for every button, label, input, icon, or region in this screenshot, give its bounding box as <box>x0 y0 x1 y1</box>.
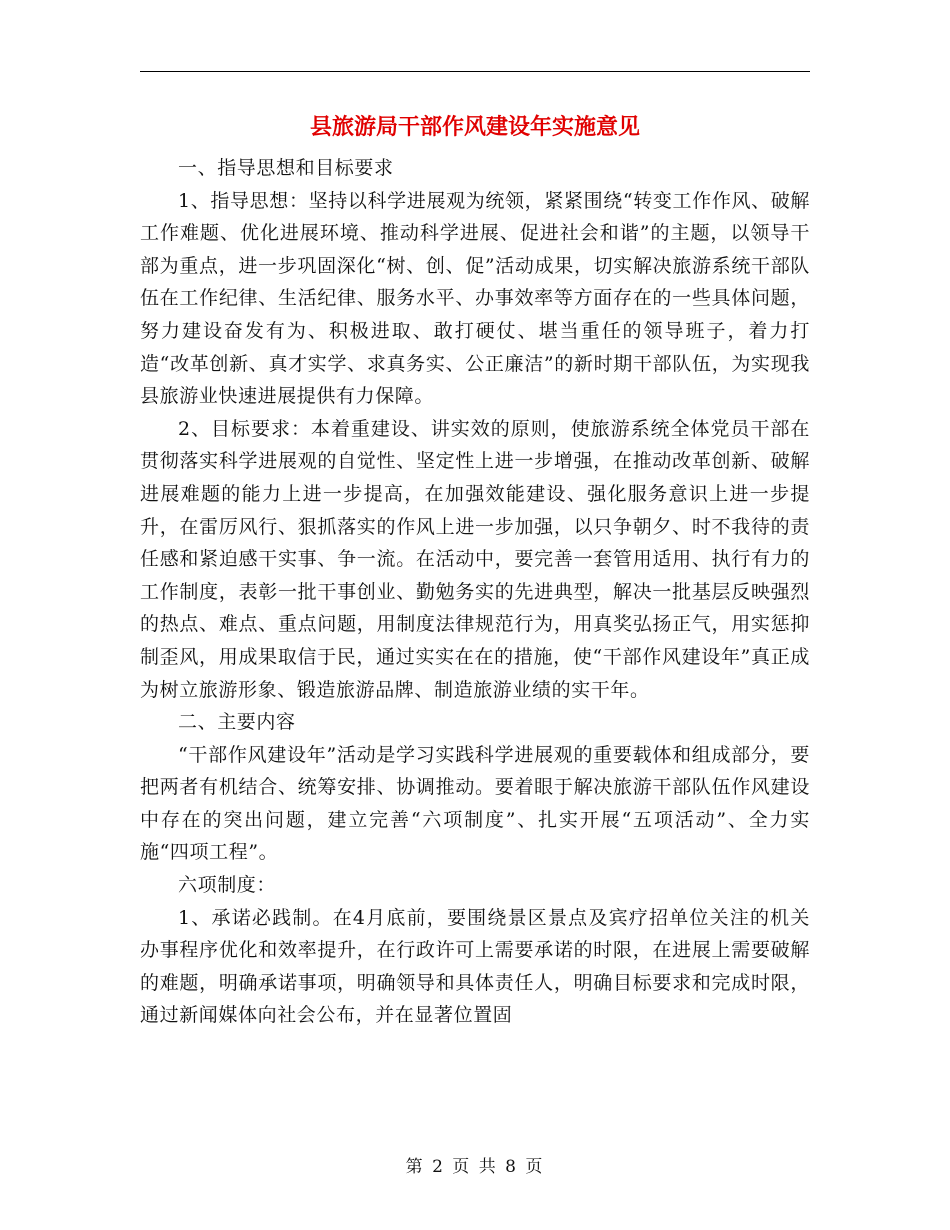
page-number-footer: 第 2 页 共 8 页 <box>405 1157 545 1177</box>
paragraph-goal-requirements: 2、目标要求：本着重建设、讲实效的原则，使旅游系统全体党员干部在贯彻落实科学进展观的自觉性、坚定性上进一步增强，在推动改革创新、破解进展难题的能力上进一步提高，在加强效能建设、强化服务意识上进一步提升，在雷厉风行、狠抓落实的作风上进一步加强，以只争朝夕、时不我待的责任感和紧迫感干实事、争一流。在活动中，要完善一套管用适用、执行有力的工作制度，表彰一批干事创业、勤勉务实的先进典型，解决一批基层反映强烈的热点、难点、重点问题，用制度法律规范行为，用真奖弘扬正气，用实惩抑制歪风，用成果取信于民，通过实实在在的措施，使“干部作风建设年”真正成为树立旅游形象、锻造旅游品牌、制造旅游业绩的实干年。 <box>140 417 810 701</box>
paragraph-main-content: “干部作风建设年”活动是学习实践科学进展观的重要载体和组成部分，要把两者有机结合、统筹安排、协调推动。要着眼于解决旅游干部队伍作风建设中存在的突出问题，建立完善“六项制度”、扎实开展“五项活动”、全力实施“四项工程”。 <box>140 743 810 864</box>
section-heading-guiding: 一、指导思想和目标要求 <box>178 157 394 179</box>
subheading-six-systems: 六项制度： <box>178 874 277 897</box>
section-heading-main-content: 二、主要内容 <box>178 711 296 734</box>
document-title: 县旅游局干部作风建设年实施意见 <box>309 114 640 140</box>
header-rule <box>140 71 810 72</box>
document-body <box>140 152 810 1032</box>
paragraph-commitment-system: 1、承诺必践制。在4月底前，要围绕景区景点及宾疗招单位关注的机关办事程序优化和效率提升，在行政许可上需要承诺的时限，在进展上需要破解的难题，明确承诺事项，明确领导和具体责任人，明确目标要求和完成时限，通过新闻媒体向社会公布，并在显著位置固 <box>140 906 810 1027</box>
paragraph-guiding-thought: 1、指导思想：坚持以科学进展观为统领，紧紧围绕“转变工作作风、破解工作难题、优化进展环境、推动科学进展、促进社会和谐”的主题，以领导干部为重点，进一步巩固深化“树、创、促”活动成果，切实解决旅游系统干部队伍在工作纪律、生活纪律、服务水平、办事效率等方面存在的一些具体问题，努力建设奋发有为、积极进取、敢打硬仗、堪当重任的领导班子，着力打造“改革创新、真才实学、求真务实、公正廉洁”的新时期干部队伍，为实现我县旅游业快速进展提供有力保障。 <box>140 189 810 408</box>
